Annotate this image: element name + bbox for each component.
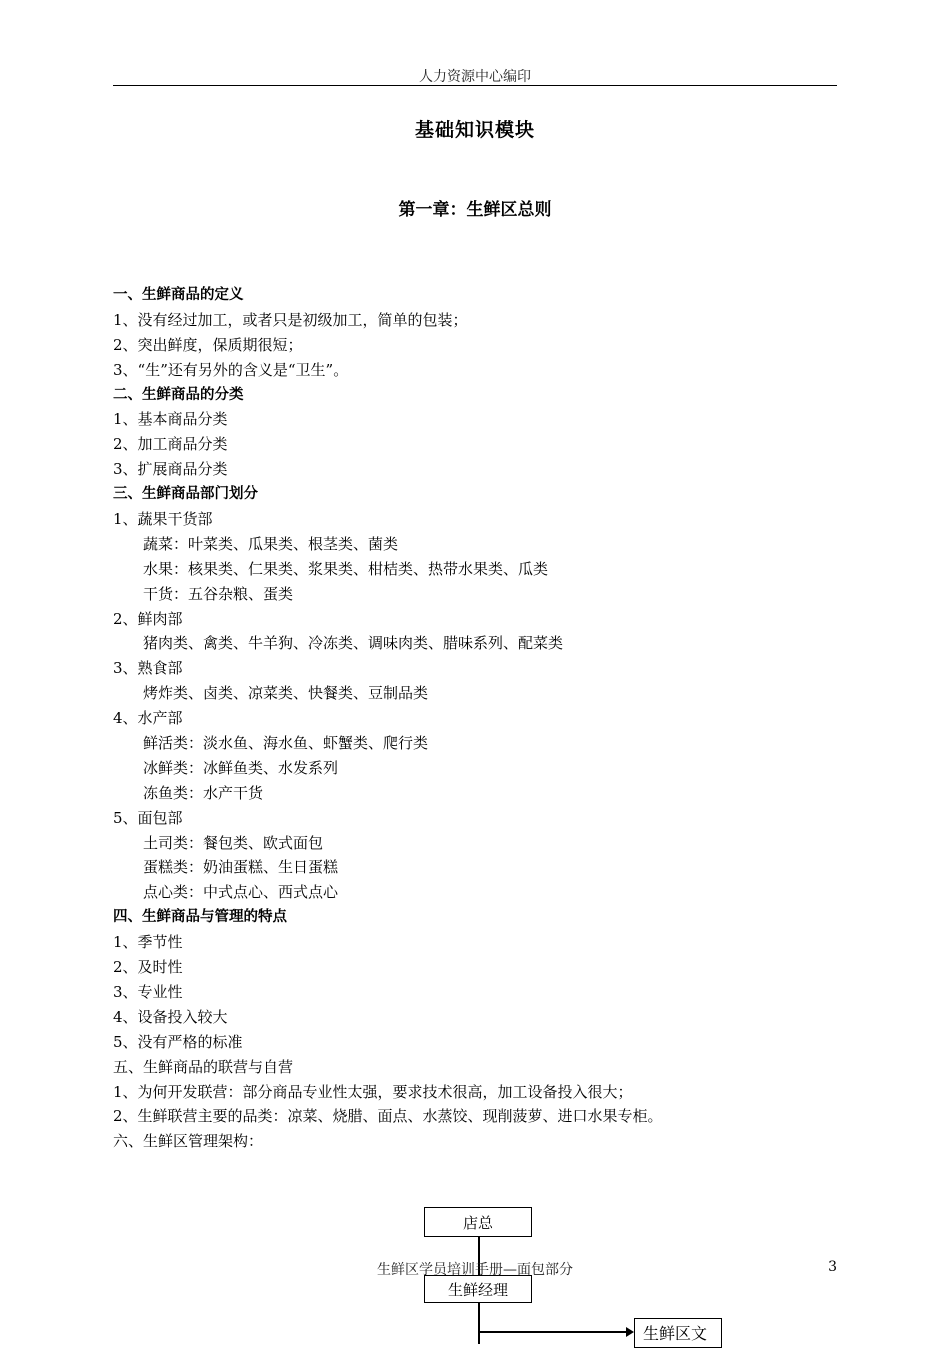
org-connector [478,1303,480,1344]
arrow-right-icon [626,1327,634,1337]
org-box-label: 生鲜区文 [643,1324,708,1343]
body-line: 1、蔬果干货部 [113,510,213,529]
body-line: 烤炸类、卤类、凉菜类、快餐类、豆制品类 [143,684,429,703]
body-line: 1、基本商品分类 [113,410,228,429]
body-line: 2、鲜肉部 [113,609,183,628]
org-box-label: 生鲜经理 [447,1281,508,1299]
org-connector [478,1331,628,1333]
section-heading: 四、生鲜商品与管理的特点 [113,909,287,926]
body-line: 蔬菜：叶菜类、瓜果类、根茎类、菌类 [143,534,399,553]
document-title: 基础知识模块 [414,119,535,141]
body-line: 猪肉类、禽类、牛羊狗、冷冻类、调味肉类、腊味系列、配菜类 [143,634,564,653]
body-line: 1、为何开发联营：部分商品专业性太强，要求技术很高，加工设备投入很大； [113,1082,633,1101]
page-footer: 生鲜区学员培训手册—面包部分 [377,1262,573,1278]
body-line: 2、及时性 [113,958,183,977]
body-line: 五、生鲜商品的联营与自营 [113,1057,294,1076]
chapter-title: 第一章：生鲜区总则 [398,200,552,220]
body-line: 六、生鲜区管理架构： [113,1132,264,1151]
body-line: 4、水产部 [113,709,183,728]
section-heading: 一、生鲜商品的定义 [113,287,244,303]
body-line: 2、生鲜联营主要的品类：凉菜、烧腊、面点、水蒸饺、现削菠萝、进口水果专柜。 [113,1107,663,1126]
body-line: 点心类：中式点心、西式点心 [143,883,339,902]
page-header: 人力资源中心编印 [419,69,531,85]
body-line: 5、面包部 [113,808,183,827]
body-line: 3、扩展商品分类 [113,460,228,479]
body-line: 蛋糕类：奶油蛋糕、生日蛋糕 [143,858,339,877]
body-line: 1、没有经过加工，或者只是初级加工，简单的包装； [113,310,468,329]
body-line: 3、专业性 [113,982,183,1001]
document-body [113,283,837,1154]
body-line: 1、季节性 [113,933,183,952]
header-divider [113,85,837,86]
body-line: 水果：核果类、仁果类、浆果类、柑桔类、热带水果类、瓜类 [143,559,549,578]
page-number: 3 [828,1259,837,1275]
org-box-store-manager [424,1207,532,1237]
body-line: 冰鲜类：冰鲜鱼类、水发系列 [143,758,339,777]
body-line: 3、“生”还有另外的含义是“卫生”。 [113,360,349,379]
body-line: 土司类：餐包类、欧式面包 [143,833,324,852]
body-line: 2、加工商品分类 [113,435,228,454]
body-line: 3、熟食部 [113,659,183,678]
section-heading: 三、生鲜商品部门划分 [113,486,258,503]
body-line: 5、没有严格的标准 [113,1032,243,1051]
body-line: 4、设备投入较大 [113,1007,228,1026]
body-line: 冻鱼类：水产干货 [143,783,264,802]
body-line: 干货：五谷杂粮、蛋类 [143,584,294,603]
body-line: 鲜活类：淡水鱼、海水鱼、虾蟹类、爬行类 [143,734,429,753]
body-line: 2、突出鲜度，保质期很短； [113,335,303,354]
org-box-label: 店总 [462,1214,493,1232]
org-box-fresh-manager [424,1275,532,1303]
section-heading: 二、生鲜商品的分类 [113,386,244,403]
